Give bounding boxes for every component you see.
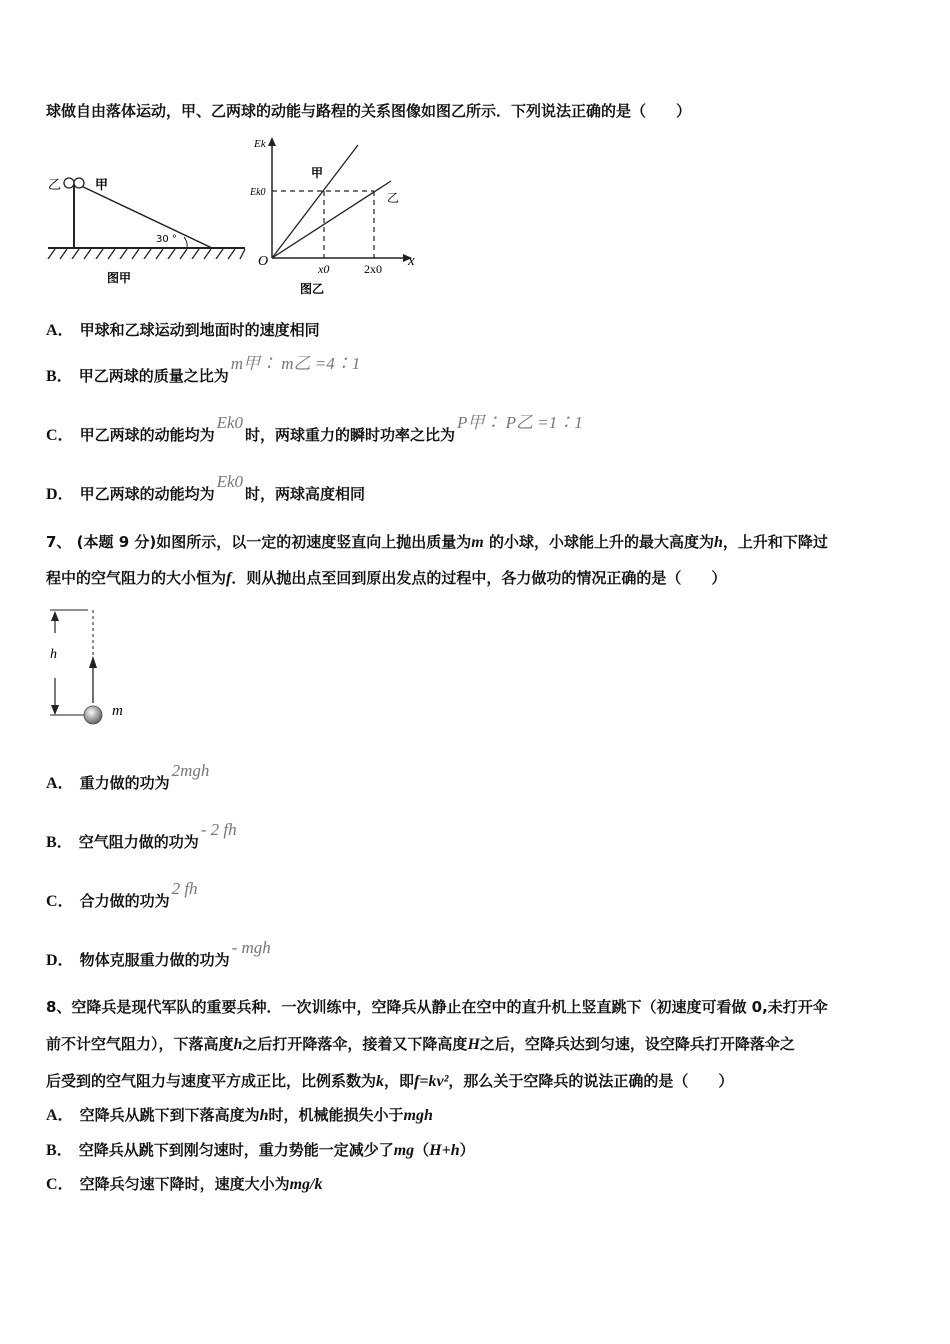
svg-text:30 °: 30 ° — [156, 234, 177, 245]
q7-stem-line1: 7、 (本题 9 分)如图所示，以一定的初速度竖直向上抛出质量为m 的小球，小球能上升的最大高度为h，上升和下降过 — [46, 533, 828, 551]
figure-thrown-ball — [40, 603, 150, 728]
q6-option-c[interactable]: C． 甲乙两球的动能均为Ek0时，两球重力的瞬时功率之比为P甲∶ P乙 =1∶1 — [46, 413, 583, 444]
q6-option-d[interactable]: D． 甲乙两球的动能均为Ek0时，两球高度相同 — [46, 472, 366, 503]
q8-option-b[interactable]: B． 空降兵从跳下到刚匀速时，重力势能一定减少了mg（H+h） — [46, 1141, 475, 1159]
q8-option-c[interactable]: C． 空降兵匀速下降时，速度大小为mg/k — [46, 1175, 323, 1193]
q7-option-d[interactable]: D． 物体克服重力做的功为- mgh — [46, 938, 271, 969]
svg-text:Ek0: Ek0 — [250, 187, 266, 198]
svg-text:甲: 甲 — [311, 166, 324, 180]
svg-text:x0: x0 — [318, 262, 330, 276]
svg-text:h: h — [50, 647, 57, 662]
svg-text:x: x — [408, 253, 415, 269]
q8-stem-line1: 8、空降兵是现代军队的重要兵种．一次训练中，空降兵从静止在空中的直升机上竖直跳下（初速度可看做 0,未打开伞 — [46, 998, 828, 1016]
svg-text:乙: 乙 — [48, 178, 62, 193]
svg-text:m: m — [112, 703, 123, 719]
svg-text:2x0: 2x0 — [364, 262, 382, 276]
svg-text:O: O — [258, 254, 269, 269]
mass-ratio-formula: m甲∶ m乙 =4∶1 — [230, 354, 361, 373]
svg-text:Ek: Ek — [254, 138, 266, 150]
figure-jia — [45, 170, 255, 290]
q6-stem: 球做自由落体运动，甲、乙两球的动能与路程的关系图像如图乙所示．下列说法正确的是（ ） — [46, 102, 692, 120]
power-ratio-formula: P甲∶ P乙 =1∶1 — [457, 413, 583, 432]
q8-stem-line2: 前不计空气阻力），下落高度h之后打开降落伞，接着又下降高度H之后，空降兵达到匀速，设空降兵打开降落伞之 — [46, 1035, 795, 1053]
q8-stem-line3: 后受到的空气阻力与速度平方成正比，比例系数为k，即f=kv²，那么关于空降兵的说法正确的是（ ） — [46, 1072, 734, 1090]
q6-option-b[interactable]: B． 甲乙两球的质量之比为m甲∶ m乙 =4∶1 — [46, 354, 361, 385]
svg-text:图甲: 图甲 — [107, 271, 132, 285]
figure-yi-graph — [250, 133, 425, 298]
svg-text:甲: 甲 — [95, 178, 109, 193]
q7-option-a[interactable]: A． 重力做的功为2mgh — [46, 761, 210, 792]
svg-text:乙: 乙 — [387, 191, 400, 205]
q7-option-b[interactable]: B． 空气阻力做的功为- 2 fh — [46, 820, 237, 851]
svg-text:图乙: 图乙 — [300, 282, 325, 296]
q6-option-a[interactable]: A． 甲球和乙球运动到地面时的速度相同 — [46, 321, 320, 339]
q7-option-c[interactable]: C． 合力做的功为2 fh — [46, 879, 198, 910]
q7-stem-line2: 程中的空气阻力的大小恒为f．则从抛出点至回到原出发点的过程中，各力做功的情况正确的是（ ） — [46, 569, 727, 587]
q8-option-a[interactable]: A． 空降兵从跳下到下落高度为h时，机械能损失小于mgh — [46, 1106, 433, 1124]
